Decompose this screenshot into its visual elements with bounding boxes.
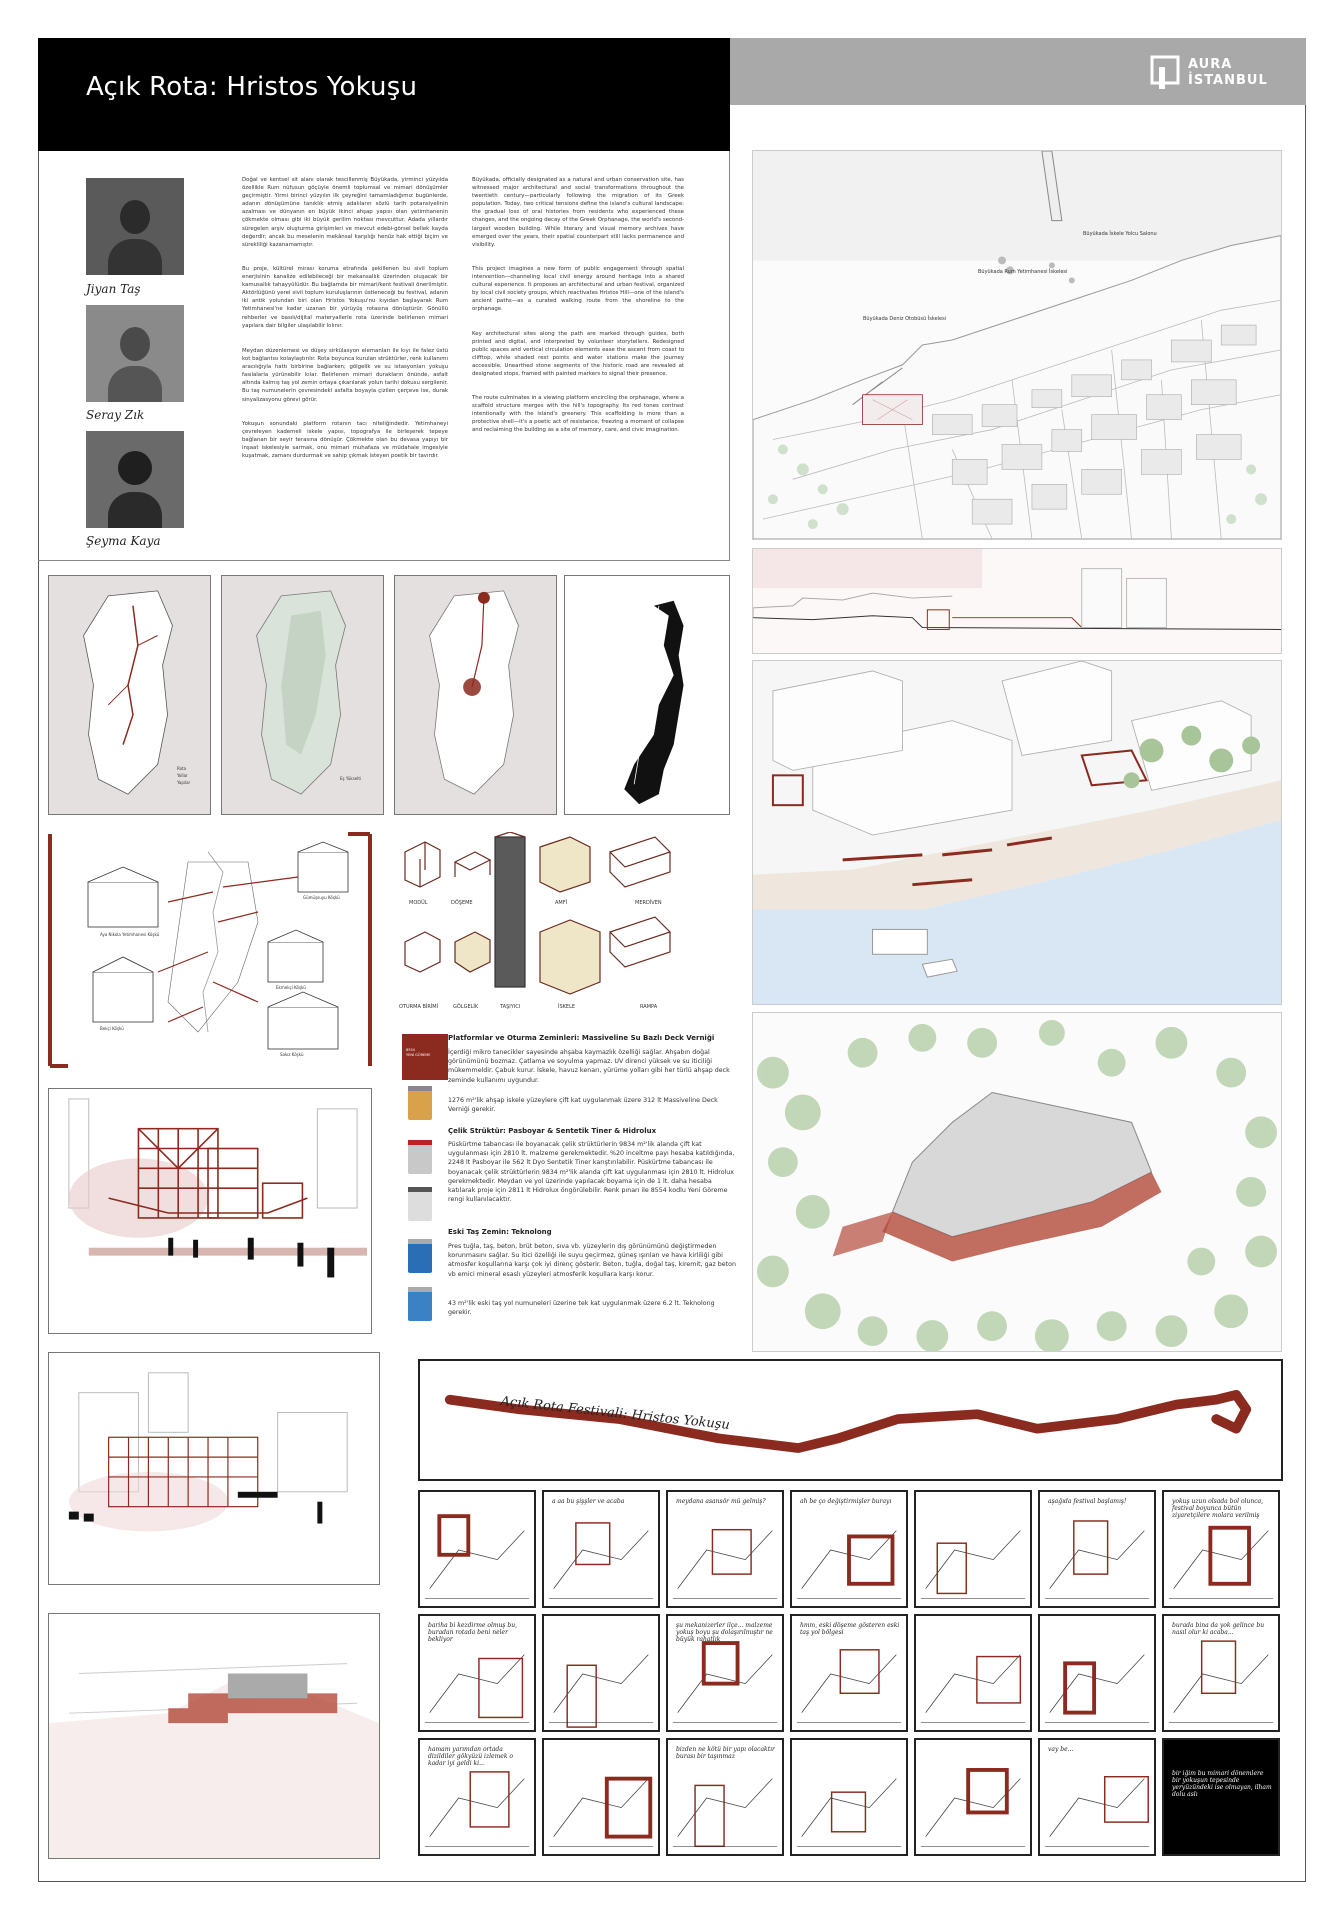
aerial-waterfront-render	[752, 660, 1282, 1005]
island-map-route	[48, 575, 211, 815]
component-label: MODÜL	[409, 900, 428, 906]
map-legend-item: Rota	[177, 766, 187, 771]
landmark-label: Ekmekçi Köşkü	[276, 985, 306, 990]
swatch-label: 8554 YENİ GÖREME	[406, 1048, 431, 1057]
comic-title-banner	[418, 1359, 1283, 1481]
comic-panel	[914, 1490, 1032, 1608]
intro-text-en: This project imagines a new form of public engagement through spatial intervention—channeling local civil energy around heritage into a shared cultural experience. It proposes an architectural and urban festival, organized by local civil society groups, which reactivates Hristos Hill—one of the island's ancient paths—as a curated walking route from the shoreline to the orphanage.	[472, 266, 684, 313]
portrait-photo	[86, 178, 184, 275]
material-text: Püskürtme tabancası ile boyanacak çelik strüktürlerin 9834 m²'lik alanda çift kat uygulanması için 2810 lt. malzeme gerekmektedir. %20 inceltme payı hesaba katıldığında, 2248 lt Pasboyar ile 562 lt Dyo Sentetik Tiner karıştırılabilir. Püskürtme tabancası ile boyanacak çelik strüktürlerin 9834 m²'lik alanda çift kat uygulanması için 2810 lt. Hidrolux gerekmektedir. Meydan ve yol üzerinde yapılacak boyama için de 1 lt. daha hesaba katılarak proje için 2811 lt Hidrolux öngörülebilir. Renk pınarı ile 8554 kodlu Yeni Göreme rengi kullanılacaktır.	[448, 1141, 735, 1204]
logo-mark-icon	[1150, 55, 1180, 91]
orphanage-aerial-render	[752, 1012, 1282, 1352]
landmark-label: Gümüşsuyu Köşkü	[303, 895, 340, 900]
material-note: 1276 m²'lik ahşap iskele yüzeylere çift kat uygulanmak üzere 312 lt Massiveline Deck Verniği gerekir.	[448, 1097, 718, 1114]
comic-panel	[666, 1490, 784, 1608]
island-map-destination	[394, 575, 557, 815]
material-heading: Çelik Strüktür: Pasboyar & Sentetik Tiner & Hidrolux	[448, 1127, 657, 1135]
landmark-label: Sakız Köşkü	[280, 1052, 304, 1057]
plaza-perspective	[48, 1352, 380, 1585]
intro-text-en: The route culminates in a viewing platform encircling the orphanage, where a scaffold structure merges with the hill's topography. Its red tones contrast intentionally with the island's greenery. This scaffolding is more than a protective shell—it's a poetic act of resistance, freezing a moment of collapse and reclaiming the building as a site of memory, care, and civic imagination.	[472, 395, 684, 434]
comic-title: Açık Rota Festivali: Hristos Yokuşu	[499, 1394, 731, 1433]
comic-panel	[1162, 1738, 1280, 1856]
intro-text-tr: Bu proje, kültürel mirası koruma etrafında şekillenen bu sivil toplum enerjisinin kanalize edilebileceği bir mekansallık üzerinden oluşacak bir kamusallık tahayyülüdür. Bu bağlamda bir mimari/kent festivali önerilmiştir. Aktörlüğünü yerel sivil toplum kuruluşlarının üstleneceği bu festival, adanın iki antik yolundan biri olan Hristos Yokuşu'nu kıyıdan başlayarak Rum Yetimhanesi'ne kadar uzanan bir yürüyüş rotasına dönüştürür. Gönüllü rehberler ve basılı/dijital materyallerle rota üzerinde belirlenen mimari yapılara dair bilgiler ulaşılabilir kılınır.	[242, 266, 448, 329]
speech-bubble: bizden ne kötü bir yapı olacaktır burası bir taşınmaz	[676, 1746, 775, 1760]
paint-can-icon	[405, 1285, 435, 1323]
component-label: GÖLGELİK	[453, 1004, 479, 1010]
logo-line2: İSTANBUL	[1188, 73, 1268, 88]
speech-bubble: vay be...	[1048, 1746, 1074, 1753]
speech-bubble: hmm, eski döşeme gösteren eski taş yol bölgesi	[800, 1622, 900, 1636]
component-label: İSKELE	[558, 1004, 576, 1010]
comic-panel	[542, 1614, 660, 1732]
portrait-photo	[86, 431, 184, 528]
speech-bubble: aşağıda festival başlamış!	[1048, 1498, 1127, 1505]
scaffold-perspective	[48, 1088, 372, 1334]
component-label: DÖŞEME	[451, 900, 473, 906]
speech-bubble: a aa bu şişşler ve acaba	[552, 1498, 625, 1505]
logo-line1: AURA	[1188, 57, 1233, 72]
material-heading: Platformlar ve Oturma Zeminleri: Massiveline Su Bazlı Deck Verniği	[448, 1034, 715, 1042]
comic-panel	[914, 1738, 1032, 1856]
site-label: Büyükada Rum Yetimhanesi İskelesi	[978, 269, 1068, 275]
map-legend-item: Yapılar	[177, 780, 191, 785]
team-member-name: Jiyan Taş	[86, 282, 141, 296]
speech-bubble: ah be ço değiştirmişler burayı	[800, 1498, 892, 1505]
material-text: İçerdiği mikro tanecikler sayesinde ahşaba kaymazlık özelliği sağlar. Ahşabın doğal görünümünü bozmaz. Çatlama ve soyulma yapmaz. UV direnci yüksek ve su iticiliği mükemmeldir. Çabuk kurur. İskele, havuz kenarı, yürüme yolları gibi her türlü ahşap deck zeminde kullanımı uygundur.	[448, 1049, 730, 1084]
site-section	[752, 548, 1282, 654]
comic-panel	[1038, 1490, 1156, 1608]
comic-panel	[790, 1614, 908, 1732]
comic-panel	[418, 1614, 536, 1732]
site-label: Büyükada İskele Yolcu Salonu	[1083, 231, 1157, 237]
team-member-name: Şeyma Kaya	[86, 534, 161, 548]
portrait-photo	[86, 305, 184, 402]
component-label: MERDİVEN	[635, 900, 662, 906]
intro-text-tr: Doğal ve kentsel sit alanı olarak tescillenmiş Büyükada, yirminci yüzyılda özellikle Rum nüfusun göçüyle önemli toplumsal ve mimari dönüşümler geçirmiştir. Yirmi birinci yüzyılın ilk çeyreğini tamamladığımız bugünlerde, adanın dönüşümüne tanıklık etmiş adalıların sözlü tarih potansiyelinin azalması ve dünyanın en büyük ikinci ahşap yapısı olan yetimhanenin çökmekte olması gibi iki büyük gerilim noktası mevcuttur. Adada yıllardır süregelen arşiv oluşturma girişimleri ve mevcut edebi-görsel bellek kayda değerdir; ancak bu meselenin mekânsal karşılığı henüz hak ettiği biçim ve sürekliliği kazanamamıştır.	[242, 177, 448, 248]
site-plan	[752, 150, 1282, 540]
speech-bubble: bir iğim bu mimari dönemlere bir yokuşun tepesinde yeryüzündeki ise olmayan, ilham dolu aslı	[1172, 1770, 1272, 1798]
landmark-sketch-map	[48, 832, 372, 1068]
comic-panel	[666, 1738, 784, 1856]
color-swatch	[402, 1034, 448, 1080]
intro-text-tr: Yokuşun sonundaki platform rotanın tacı niteliğindedir. Yetimhaneyi çevreleyen kademeli iskele yapısı, topografya ile birleşerek tepeye bağlanan bir seyir terasına dönüşür. Çökmekte olan bu devasa yapıyı bir inşaat iskelesiyle sarmak, onu mimari muhafaza ve müdahale imgesiyle kuşatmak, zamanı durdurmak ve sahip çıkmak isteyen poetik bir tavırdır.	[242, 421, 448, 460]
material-heading: Eski Taş Zemin: Teknolong	[448, 1228, 552, 1236]
intro-text-en: Key architectural sites along the path are marked through guides, both printed and digital, and interpreted by volunteer storytellers. Redesigned public spaces and vertical circulation elements ease the ascent from coast to clifftop, while shaded rest points and water stations make the journey accessible. Unearthed stone segments of the historic road are revealed at designated stops, framed with painted markers to signal their presence.	[472, 331, 684, 378]
modular-components	[395, 832, 730, 1027]
speech-bubble: şu mekanizerler ilçe... malzeme yokuş boyu şu dolaşırılmıştır ne büyük rahatlık	[676, 1622, 773, 1643]
route-diagram	[564, 575, 730, 815]
intro-text-tr: Meydan düzenlemesi ve düşey sirkülasyon elemanları ile kıyı ile falez üstü kot bağlantısı kolaylaştırılır. Rota boyunca kurulan strüktürler, renk kullanımı aracılığıyla hattı birbirine bağlarken; gölgelik ve su istasyonları yokuşu fasılalarla yürünebilir kılar. Belirlenen mimari durakların önünde, asfalt altında kalmış taş yol zemin ortaya çıkarılarak yolun tarihi dokusu sergilenir. Bu taş numunelerin çevresindeki asfalta boyayla çizilen çerçeve ise, durak sinyalizasyonu görevi görür.	[242, 348, 448, 403]
site-label: Büyükada Deniz Otobüsü İskelesi	[863, 316, 947, 322]
speech-bubble: hamam yarımdan ortada dizildiler gökyüzü izlemek o kadar iyi geldi ki...	[428, 1746, 513, 1767]
paint-can-icon	[405, 1138, 435, 1176]
comic-panel	[542, 1738, 660, 1856]
comic-panel	[666, 1614, 784, 1732]
comic-panel	[1162, 1614, 1280, 1732]
component-label: AMFİ	[555, 900, 568, 906]
comic-panel	[790, 1490, 908, 1608]
comic-panel	[418, 1738, 536, 1856]
comic-panel	[1162, 1490, 1280, 1608]
landmark-label: Aya Nikola Yetimhanesi Köşkü	[100, 932, 160, 937]
speech-bubble: burada bina da yok gelince bu nasıl olur ki acaba...	[1172, 1622, 1265, 1636]
comic-panel	[1038, 1614, 1156, 1732]
comic-panel	[914, 1614, 1032, 1732]
aura-istanbul-logo	[1150, 55, 1290, 95]
intro-text-en: Büyükada, officially designated as a natural and urban conservation site, has witnessed major architectural and social transformations throughout the twentieth century—particularly following the migration of its Greek population. Today, two critical tensions define the island's cultural landscape: the gradual loss of oral histories from residents who experienced these changes, and the ongoing decay of the Greek Orphanage, the world's second-largest wooden building. While literary and visual memory archives have emerged over the years, their spatial counterpart still lacks permanence and visibility.	[472, 177, 684, 248]
map-legend-item: Yollar	[177, 773, 188, 778]
component-label: RAMPA	[640, 1004, 658, 1010]
comic-panel	[790, 1738, 908, 1856]
speech-bubble: yokuş uzun olsada bol olunca, festival boyunca bütün ziyaretçilere molara verilmiş	[1172, 1498, 1264, 1519]
paint-can-icon	[405, 1237, 435, 1275]
orphanage-side-view	[48, 1613, 380, 1859]
team-member-name: Seray Zık	[86, 408, 145, 422]
component-label: TAŞIYICI	[500, 1004, 521, 1010]
speech-bubble: bariha bi kezdirme olmuş bu, buradan rotada beni neler bekliyor	[428, 1622, 518, 1643]
paint-can-icon	[405, 1084, 435, 1122]
map-legend-item: Eş Yükselti	[340, 776, 362, 781]
page-title: Açık Rota: Hristos Yokuşu	[86, 72, 418, 102]
material-note: 43 m²'lik eski taş yol numuneleri üzerine tek kat uygulanmak üzere 6.2 lt. Teknolong gerekir.	[448, 1300, 715, 1317]
paint-can-icon	[405, 1185, 435, 1223]
speech-bubble: meydana asansör mü gelmiş?	[676, 1498, 766, 1505]
component-label: OTURMA BİRİMİ	[399, 1004, 439, 1010]
comic-panel	[542, 1490, 660, 1608]
landmark-label: Bekçi Köşkü	[100, 1026, 124, 1031]
island-map-topography	[221, 575, 384, 815]
comic-panel	[418, 1490, 536, 1608]
comic-panel	[1038, 1738, 1156, 1856]
material-text: Pres tuğla, taş, beton, brüt beton, sıva vb. yüzeylerin dış görünümünü değiştirmeden korunmasını sağlar. Su itici özelliği ile suyu geçirmez, güneş ışınları ve hava kirliliği gibi atmosfer koşullarına karşı çok iyi direnç gösterir. Beton, tuğla, doğal taş, kiremit, gaz beton vb emici mineral esaslı yüzeyleri atmosferik koşullara karşı korur.	[448, 1243, 736, 1278]
